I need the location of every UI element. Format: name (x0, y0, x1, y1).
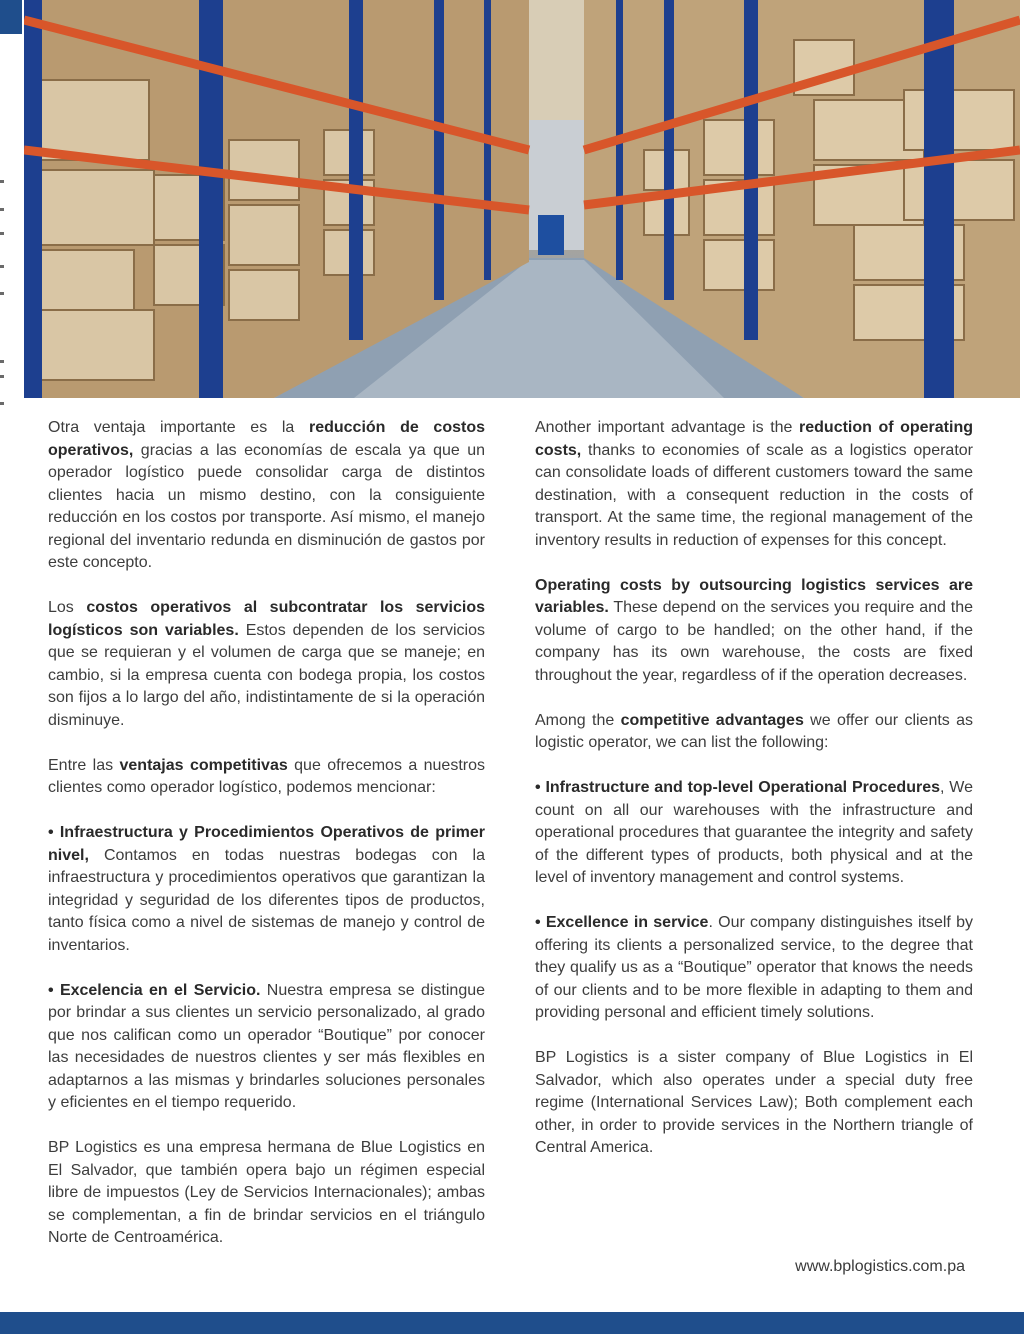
warehouse-photo (24, 0, 1020, 398)
paragraph-sister-company: BP Logistics es una empresa hermana de Blue Logistics en El Salvador, que también opera bajo un régimen especial libre de impuestos (Ley de Servicios Internacionales); ambas se complementan, a fin de brindar servicios en el triángulo Norte de Centroamérica. (48, 1139, 485, 1246)
paragraph-sister-company: BP Logistics is a sister company of Blue Logistics in El Salvador, which also operates under a special duty free regime (International Services Law); Both complement each other, in order to provide services in the Northern triangle of Central America. (535, 1049, 973, 1156)
paragraph-competitive-advantages: Entre las ventajas competitivas que ofrecemos a nuestros clientes como operador logístico, podemos mencionar: (48, 756, 485, 796)
paragraph-service-excellence: • Excelencia en el Servicio. Nuestra empresa se distingue por brindar a sus clientes un servicio personalizado, al grado que nos califican como un operador “Boutique” por conocer las necesidades de nuestros clientes y ser más flexibles en adaptarnos a las mismas y brindarles soluciones personales y eficientes en el tiempo requerido. (48, 981, 486, 1111)
paragraph-cost-reduction: Another important advantage is the reduction of operating costs, thanks to economies of scale as a logistics operator can consolidate loads of different customers toward the same destination, with a consequent reduction in the costs of transport. At the same time, the regional management of the inventory results in reduction of expenses for this concept. (535, 419, 973, 549)
paragraph-service-excellence: • Excellence in service. Our company distinguishes itself by offering its clients a personalized service, to the degree that they qualify us as a “Boutique” operator that knows the needs of our clients and to be more flexible in adapting to them and providing personal and efficient timely solutions. (535, 914, 974, 1021)
paragraph-variable-costs: Los costos operativos al subcontratar los servicios logísticos son variables. Estos dependen de los servicios que se requieran y el volumen de carga que se maneje; en cambio, si la empresa cuenta con bodega propia, los costos son fijos a lo largo del año, indistintamente de si la operación disminuye. (48, 599, 486, 729)
paragraph-cost-reduction: Otra ventaja importante es la reducción de costos operativos, gracias a las economías de escala ya que un operador logístico puede consolidar carga de distintos clientes hacia un mismo destino, con la consiguiente reducción en los costos por transporte. Así mismo, el manejo regional del inventario redunda en disminución de gastos por este concepto. (48, 419, 485, 571)
paragraph-infrastructure: • Infrastructure and top-level Operational Procedures, We count on all our warehouses with the infrastructure and operational procedures that guarantee the integrity and safety of the different types of products, both physical and at the level of inventory management and control systems. (535, 779, 973, 886)
spanish-text-column (48, 417, 485, 1272)
footer-bar (0, 1312, 1024, 1334)
website-link[interactable]: www.bplogistics.com.pa (795, 1258, 965, 1275)
paragraph-competitive-advantages: Among the competitive advantages we offer our clients as logistic operator, we can list the following: (535, 711, 974, 751)
page-edge-marks (0, 170, 6, 420)
paragraph-infrastructure: • Infraestructura y Procedimientos Operativos de primer nivel, Contamos en todas nuestras bodegas con la infraestructura y procedimientos operativos que garantizan la integridad y seguridad de los diferentes tipos de productos, tanto física como a nivel de sistemas de manejo y control de inventarios. (48, 824, 485, 954)
english-text-column (535, 417, 973, 1182)
paragraph-variable-costs: Operating costs by outsourcing logistics services are variables. These depend on the services you require and the volume of cargo to be handled; on the other hand, if the company has its own warehouse, the costs are fixed throughout the year, regardless of if the operation decreases. (535, 576, 973, 684)
corner-accent-tab (0, 0, 22, 34)
